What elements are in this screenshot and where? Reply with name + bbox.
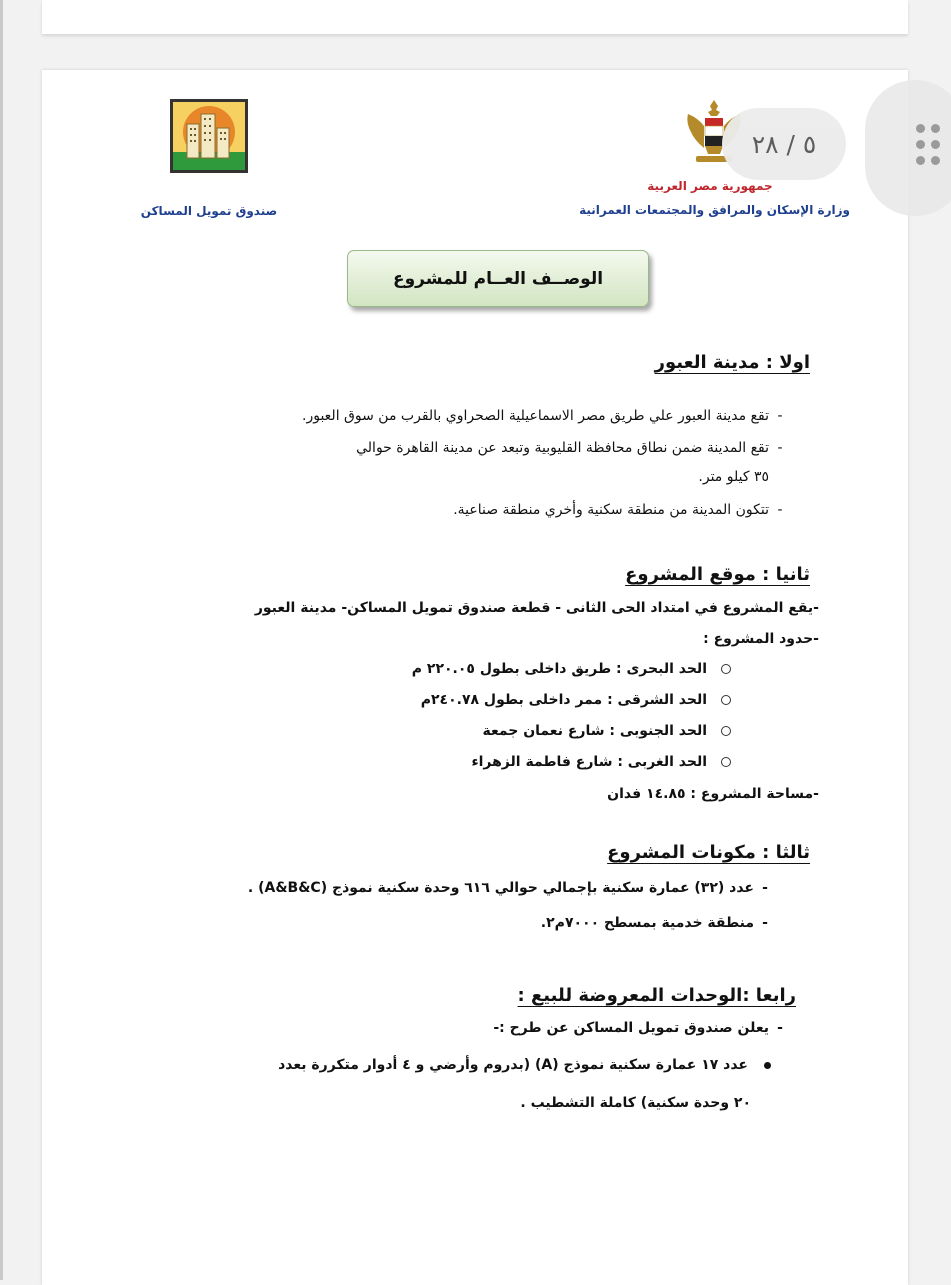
bound-item: الحد الغربى : شارع فاطمة الزهراء (471, 754, 731, 770)
ministry-name: وزارة الإسكان والمرافق والمجتمعات العمرانية (579, 203, 850, 217)
section4-bullet-cont: ٢٠ وحدة سكنية) كاملة التشطيب . (520, 1095, 751, 1111)
housing-fund-logo (170, 99, 248, 173)
document-title: الوصــف العــام للمشروع (347, 250, 649, 307)
section1-heading: اولا : مدينة العبور (654, 352, 810, 373)
project-bounds-label: -حدود المشروع : (703, 631, 819, 647)
section1-item-cont: ٣٥ كيلو متر. (698, 469, 769, 485)
section3-item: -عدد (٣٢) عمارة سكنية بإجمالي حوالي ٦١٦ وحدة سكنية نموذج (A&B&C) . (247, 880, 768, 896)
republic-name: جمهورية مصر العربية (647, 179, 773, 193)
section3-heading: ثالثا : مكونات المشروع (607, 842, 810, 863)
fund-name: صندوق تمويل المساكن (140, 204, 278, 218)
viewer-edge (0, 0, 3, 1280)
section1-item: -تقع المدينة ضمن نطاق محافظة القليوبية وتبعد عن مدينة القاهرة حوالي (356, 440, 783, 456)
previous-page-edge (42, 0, 908, 34)
project-area: -مساحة المشروع : ١٤.٨٥ فدان (607, 786, 819, 802)
section4-bullet: عدد ١٧ عمارة سكنية نموذج (A) (بدروم وأرضي و ٤ أدوار متكررة بعدد (278, 1057, 771, 1073)
bound-item: الحد البحرى : طريق داخلى بطول ٢٢٠.٠٥ م (412, 661, 731, 677)
section2-heading: ثانيا : موقع المشروع (625, 564, 810, 585)
page-counter: ٥ / ٢٨ (722, 108, 846, 180)
bound-item: الحد الشرقى : ممر داخلى بطول ٢٤٠.٧٨م (421, 692, 731, 708)
section1-item: -تتكون المدينة من منطقة سكنية وأخري منطقة صناعية. (453, 502, 783, 518)
grid-icon[interactable] (916, 124, 946, 166)
bound-item: الحد الجنوبى : شارع نعمان جمعة (482, 723, 731, 739)
section4-heading: رابعا :الوحدات المعروضة للبيع : (517, 985, 796, 1006)
section1-item: -تقع مدينة العبور علي طريق مصر الاسماعيلية الصحراوي بالقرب من سوق العبور. (302, 408, 783, 424)
section3-item: -منطقة خدمية بمسطح ٧٠٠٠م٢. (540, 915, 768, 931)
section4-intro: -يعلن صندوق تمويل المساكن عن طرح :- (493, 1020, 783, 1036)
project-location: -يقع المشروع في امتداد الحى الثانى - قطعة صندوق تمويل المساكن- مدينة العبور (254, 600, 819, 616)
